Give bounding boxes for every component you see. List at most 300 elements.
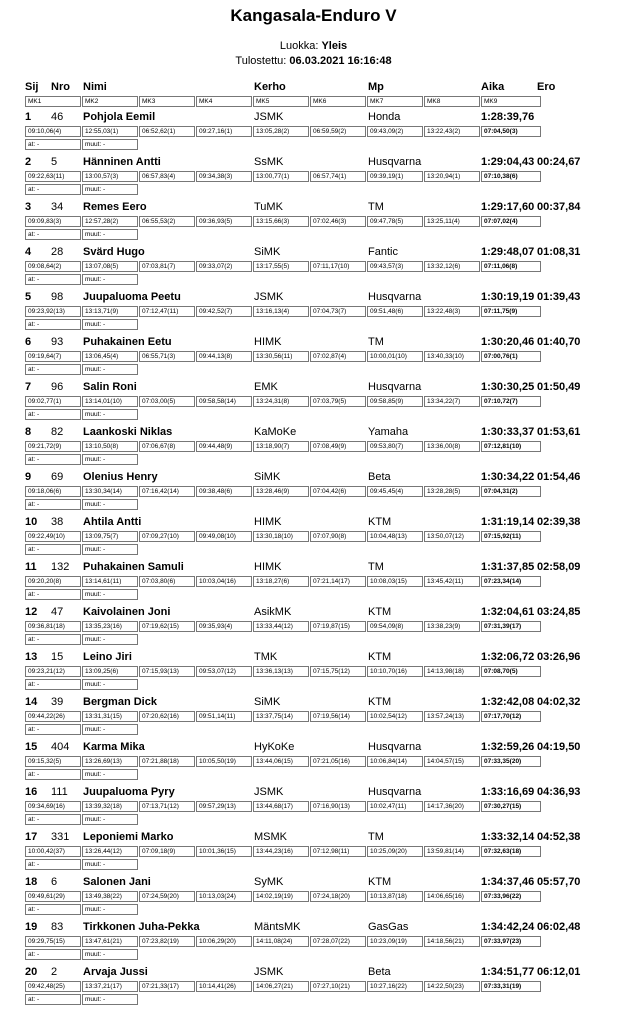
stage-time-cell: 10:25,09(20): [367, 846, 423, 857]
at-note: at: -: [25, 139, 81, 150]
result-row: [25, 381, 615, 395]
club-name: HIMK: [254, 336, 282, 348]
result-entry: [25, 471, 615, 516]
result-entry: [25, 336, 615, 381]
position-value: 19: [25, 921, 38, 933]
stage-time-cell: 09:21,72(9): [25, 441, 81, 452]
stage-time-cell: 09:44,48(9): [196, 441, 252, 452]
bike-make: Husqvarna: [368, 741, 422, 753]
total-time: 1:30:33,37: [481, 426, 535, 438]
stage-time-cell: 14:02,19(19): [253, 891, 309, 902]
stage-time-cell: 07:04,42(6): [310, 486, 366, 497]
stage-time-cell: 09:15,32(5): [25, 756, 81, 767]
bike-make: Husqvarna: [368, 786, 422, 798]
total-time: 1:29:48,07: [481, 246, 535, 258]
muut-note: muut: -: [82, 274, 138, 285]
stage-time-cell: 13:16,13(4): [253, 306, 309, 317]
stage-time-cell: 13:10,50(8): [82, 441, 138, 452]
stage-time-cell: 13:18,27(6): [253, 576, 309, 587]
result-entry: [25, 966, 615, 1011]
bike-make: Husqvarna: [368, 381, 422, 393]
stage-time-cell: 07:08,49(9): [310, 441, 366, 452]
muut-note: muut: -: [82, 904, 138, 915]
stage-time-cell: 13:59,81(14): [424, 846, 480, 857]
notes-row: [25, 544, 615, 556]
stage-time-cell: 09:34,69(16): [25, 801, 81, 812]
club-name: EMK: [254, 381, 278, 393]
total-time: 1:30:20,46: [481, 336, 535, 348]
at-note: at: -: [25, 184, 81, 195]
notes-row: [25, 454, 615, 466]
position-value: 10: [25, 516, 38, 528]
total-time: 1:32:59,26: [481, 741, 535, 753]
stage-time-cell: 13:22,48(3): [424, 306, 480, 317]
stage-time-cell: 07:21,05(16): [310, 756, 366, 767]
stage-time-cell: 07:31,39(17): [481, 621, 541, 632]
bike-make: Husqvarna: [368, 156, 422, 168]
total-time: 1:32:06,72: [481, 651, 535, 663]
rider-name: Laankoski Niklas: [83, 426, 173, 438]
at-note: at: -: [25, 454, 81, 465]
stage-time-cell: 07:20,62(16): [139, 711, 195, 722]
muut-note: muut: -: [82, 634, 138, 645]
rider-name: Karma Mika: [83, 741, 145, 753]
at-note: at: -: [25, 994, 81, 1005]
time-difference: 01:54,46: [537, 471, 581, 483]
col-kerho: Kerho: [254, 81, 286, 93]
club-name: SyMK: [254, 876, 284, 888]
time-difference: 01:39,43: [537, 291, 581, 303]
notes-row: [25, 859, 615, 871]
club-name: SiMK: [254, 246, 281, 258]
number-value: 93: [51, 336, 64, 348]
stage-time-cell: 09:44,13(8): [196, 351, 252, 362]
stage-header-cell: MK5: [253, 96, 309, 107]
stage-time-cell: 14:11,08(24): [253, 936, 309, 947]
total-time: 1:30:30,25: [481, 381, 535, 393]
stage-time-cell: 07:19,56(14): [310, 711, 366, 722]
stage-time-cell: 07:02,87(4): [310, 351, 366, 362]
bike-make: Honda: [368, 111, 401, 123]
stage-time-cell: 09:43,09(2): [367, 126, 423, 137]
stage-time-cell: 13:28,46(9): [253, 486, 309, 497]
stage-time-cell: 07:10,38(6): [481, 171, 541, 182]
result-row: [25, 561, 615, 575]
col-nimi: Nimi: [83, 81, 107, 93]
total-time: 1:29:17,60: [481, 201, 535, 213]
stage-time-cell: 09:23,92(13): [25, 306, 81, 317]
rider-name: Svärd Hugo: [83, 246, 145, 258]
result-row: [25, 246, 615, 260]
stage-time-cell: 13:14,01(10): [82, 396, 138, 407]
club-name: SsMK: [254, 156, 284, 168]
result-entry: [25, 426, 615, 471]
stage-time-cell: 09:45,45(4): [367, 486, 423, 497]
stage-time-cell: 14:06,27(21): [253, 981, 309, 992]
bike-make: TM: [368, 561, 384, 573]
stage-time-cell: 13:00,77(1): [253, 171, 309, 182]
class-line: [0, 40, 627, 52]
rider-name: Juupaluoma Pyry: [83, 786, 175, 798]
stage-time-cell: 07:33,31(19): [481, 981, 541, 992]
stage-time-cell: 09:53,07(12): [196, 666, 252, 677]
position-value: 15: [25, 741, 38, 753]
stage-time-cell: 13:40,33(10): [424, 351, 480, 362]
number-value: 34: [51, 201, 64, 213]
club-name: HIMK: [254, 516, 282, 528]
stage-time-cell: 13:17,55(5): [253, 261, 309, 272]
stage-time-cell: 13:05,28(2): [253, 126, 309, 137]
position-value: 4: [25, 246, 32, 258]
stage-time-cell: 09:36,93(5): [196, 216, 252, 227]
result-row: [25, 156, 615, 170]
stage-times-row: [25, 351, 615, 363]
stage-time-cell: 13:45,42(11): [424, 576, 480, 587]
stage-time-cell: 10:00,01(10): [367, 351, 423, 362]
rider-name: Puhakainen Samuli: [83, 561, 184, 573]
muut-note: muut: -: [82, 544, 138, 555]
stage-time-cell: 09:02,77(1): [25, 396, 81, 407]
bike-make: Fantic: [368, 246, 398, 258]
number-value: 331: [51, 831, 70, 843]
stage-time-cell: 10:02,54(12): [367, 711, 423, 722]
rider-name: Salonen Jani: [83, 876, 151, 888]
stage-time-cell: 07:17,70(12): [481, 711, 541, 722]
muut-note: muut: -: [82, 679, 138, 690]
notes-row: [25, 229, 615, 241]
notes-row: [25, 949, 615, 961]
stage-time-cell: 09:43,57(3): [367, 261, 423, 272]
notes-row: [25, 904, 615, 916]
stage-time-cell: 07:23,34(14): [481, 576, 541, 587]
bike-make: GasGas: [368, 921, 409, 933]
stage-times-row: [25, 756, 615, 768]
stage-times-row: [25, 846, 615, 858]
stage-time-cell: 10:14,41(26): [196, 981, 252, 992]
stage-time-cell: 09:27,16(1): [196, 126, 252, 137]
stage-time-cell: 13:18,90(7): [253, 441, 309, 452]
stage-header-row: [25, 96, 615, 108]
result-row: [25, 696, 615, 710]
total-time: 1:29:04,43: [481, 156, 535, 168]
stage-time-cell: 07:19,87(15): [310, 621, 366, 632]
time-difference: 01:08,31: [537, 246, 581, 258]
club-name: JSMK: [254, 966, 284, 978]
stage-time-cell: 09:44,22(26): [25, 711, 81, 722]
position-value: 8: [25, 426, 32, 438]
result-entry: [25, 921, 615, 966]
stage-time-cell: 07:04,31(2): [481, 486, 541, 497]
number-value: 39: [51, 696, 64, 708]
result-entry: [25, 111, 615, 156]
club-name: AsikMK: [254, 606, 292, 618]
stage-time-cell: 07:12,47(11): [139, 306, 195, 317]
stage-times-row: [25, 441, 615, 453]
at-note: at: -: [25, 229, 81, 240]
result-row: [25, 921, 615, 935]
result-entry: [25, 741, 615, 786]
stage-time-cell: 13:50,07(12): [424, 531, 480, 542]
notes-row: [25, 319, 615, 331]
result-row: [25, 471, 615, 485]
stage-time-cell: 06:59,59(2): [310, 126, 366, 137]
rider-name: Juupaluoma Peetu: [83, 291, 181, 303]
at-note: at: -: [25, 274, 81, 285]
club-name: MSMK: [254, 831, 287, 843]
result-entry: [25, 156, 615, 201]
stage-times-row: [25, 306, 615, 318]
notes-row: [25, 589, 615, 601]
stage-time-cell: 13:25,11(4): [424, 216, 480, 227]
stage-times-row: [25, 216, 615, 228]
result-entry: [25, 831, 615, 876]
result-row: [25, 516, 615, 530]
result-entry: [25, 291, 615, 336]
stage-times-row: [25, 801, 615, 813]
col-nro: Nro: [51, 81, 70, 93]
stage-time-cell: 09:10,06(4): [25, 126, 81, 137]
stage-time-cell: 07:03,81(7): [139, 261, 195, 272]
stage-time-cell: 13:36,13(13): [253, 666, 309, 677]
muut-note: muut: -: [82, 319, 138, 330]
stage-time-cell: 13:32,12(6): [424, 261, 480, 272]
time-difference: 04:19,50: [537, 741, 581, 753]
stage-time-cell: 07:15,75(12): [310, 666, 366, 677]
number-value: 5: [51, 156, 58, 168]
bike-make: KTM: [368, 696, 392, 708]
stage-time-cell: 09:23,21(12): [25, 666, 81, 677]
stage-header-cell: MK8: [424, 96, 480, 107]
stage-header-cell: MK1: [25, 96, 81, 107]
stage-time-cell: 07:11,75(9): [481, 306, 541, 317]
notes-row: [25, 274, 615, 286]
stage-time-cell: 10:01,36(15): [196, 846, 252, 857]
at-note: at: -: [25, 319, 81, 330]
stage-time-cell: 13:22,43(2): [424, 126, 480, 137]
notes-row: [25, 679, 615, 691]
stage-time-cell: 13:57,24(13): [424, 711, 480, 722]
result-row: [25, 426, 615, 440]
stage-time-cell: 10:04,48(13): [367, 531, 423, 542]
stage-time-cell: 09:18,06(6): [25, 486, 81, 497]
stage-time-cell: 06:52,62(1): [139, 126, 195, 137]
printed-line: [0, 55, 627, 67]
stage-time-cell: 10:00,42(37): [25, 846, 81, 857]
total-time: 1:32:04,61: [481, 606, 535, 618]
notes-row: [25, 994, 615, 1006]
bike-make: Yamaha: [368, 426, 409, 438]
stage-time-cell: 09:22,49(10): [25, 531, 81, 542]
stage-time-cell: 10:06,84(14): [367, 756, 423, 767]
stage-time-cell: 07:02,46(3): [310, 216, 366, 227]
result-row: [25, 786, 615, 800]
result-row: [25, 651, 615, 665]
time-difference: 04:52,38: [537, 831, 581, 843]
number-value: 15: [51, 651, 64, 663]
stage-header-cell: MK3: [139, 96, 195, 107]
bike-make: KTM: [368, 651, 392, 663]
stage-header-cell: MK9: [481, 96, 541, 107]
stage-time-cell: 07:12,98(11): [310, 846, 366, 857]
club-name: JSMK: [254, 111, 284, 123]
position-value: 1: [25, 111, 32, 123]
bike-make: Husqvarna: [368, 291, 422, 303]
time-difference: 06:02,48: [537, 921, 581, 933]
result-entry: [25, 516, 615, 561]
stage-time-cell: 13:49,38(22): [82, 891, 138, 902]
result-entry: [25, 201, 615, 246]
muut-note: muut: -: [82, 184, 138, 195]
stage-times-row: [25, 621, 615, 633]
stage-time-cell: 14:13,98(18): [424, 666, 480, 677]
stage-time-cell: 07:10,72(7): [481, 396, 541, 407]
bike-make: KTM: [368, 606, 392, 618]
stage-time-cell: 12:57,28(2): [82, 216, 138, 227]
page-title: Kangasala-Enduro V: [230, 6, 397, 25]
time-difference: 01:40,70: [537, 336, 581, 348]
stage-time-cell: 13:36,00(8): [424, 441, 480, 452]
stage-time-cell: 10:08,03(15): [367, 576, 423, 587]
stage-time-cell: 14:06,65(16): [424, 891, 480, 902]
col-sij: Sij: [25, 81, 39, 93]
position-value: 2: [25, 156, 32, 168]
stage-times-row: [25, 576, 615, 588]
notes-row: [25, 724, 615, 736]
position-value: 12: [25, 606, 38, 618]
total-time: 1:28:39,76: [481, 111, 535, 123]
muut-note: muut: -: [82, 589, 138, 600]
stage-time-cell: 13:13,71(9): [82, 306, 138, 317]
stage-time-cell: 07:07,02(4): [481, 216, 541, 227]
stage-time-cell: 07:11,06(8): [481, 261, 541, 272]
stage-time-cell: 06:55,53(2): [139, 216, 195, 227]
number-value: 46: [51, 111, 64, 123]
stage-time-cell: 09:36,81(18): [25, 621, 81, 632]
stage-time-cell: 09:47,78(5): [367, 216, 423, 227]
col-ero: Ero: [537, 81, 556, 93]
stage-time-cell: 07:03,79(5): [310, 396, 366, 407]
result-row: [25, 966, 615, 980]
stage-time-cell: 10:05,50(19): [196, 756, 252, 767]
stage-time-cell: 13:44,06(15): [253, 756, 309, 767]
stage-time-cell: 09:53,80(7): [367, 441, 423, 452]
stage-time-cell: 13:44,68(17): [253, 801, 309, 812]
stage-time-cell: 09:09,83(3): [25, 216, 81, 227]
bike-make: Beta: [368, 471, 391, 483]
number-value: 69: [51, 471, 64, 483]
stage-times-row: [25, 891, 615, 903]
total-time: 1:34:37,46: [481, 876, 535, 888]
stage-times-row: [25, 171, 615, 183]
notes-row: [25, 364, 615, 376]
muut-note: muut: -: [82, 364, 138, 375]
stage-header-cell: MK2: [82, 96, 138, 107]
number-value: 6: [51, 876, 58, 888]
stage-time-cell: 13:06,45(4): [82, 351, 138, 362]
at-note: at: -: [25, 409, 81, 420]
position-value: 18: [25, 876, 38, 888]
stage-time-cell: 10:06,29(20): [196, 936, 252, 947]
stage-time-cell: 07:08,70(5): [481, 666, 541, 677]
number-value: 98: [51, 291, 64, 303]
stage-time-cell: 09:57,29(13): [196, 801, 252, 812]
position-value: 13: [25, 651, 38, 663]
stage-time-cell: 09:34,38(3): [196, 171, 252, 182]
time-difference: 02:39,38: [537, 516, 581, 528]
stage-times-row: [25, 981, 615, 993]
result-entry: [25, 786, 615, 831]
total-time: 1:33:32,14: [481, 831, 535, 843]
rider-name: Puhakainen Eetu: [83, 336, 172, 348]
stage-time-cell: 13:15,66(3): [253, 216, 309, 227]
stage-time-cell: 07:15,93(13): [139, 666, 195, 677]
stage-time-cell: 13:47,61(21): [82, 936, 138, 947]
muut-note: muut: -: [82, 814, 138, 825]
position-value: 17: [25, 831, 38, 843]
rider-name: Pohjola Eemil: [83, 111, 156, 123]
stage-time-cell: 07:19,62(15): [139, 621, 195, 632]
club-name: TuMK: [254, 201, 283, 213]
result-entry: [25, 876, 615, 921]
stage-time-cell: 07:33,97(23): [481, 936, 541, 947]
total-time: 1:32:42,08: [481, 696, 535, 708]
notes-row: [25, 184, 615, 196]
class-value: Yleis: [321, 40, 348, 52]
stage-times-row: [25, 261, 615, 273]
number-value: 111: [51, 786, 68, 798]
total-time: 1:31:19,14: [481, 516, 535, 528]
stage-time-cell: 13:26,44(12): [82, 846, 138, 857]
total-time: 1:30:19,19: [481, 291, 535, 303]
stage-time-cell: 13:37,21(17): [82, 981, 138, 992]
at-note: at: -: [25, 679, 81, 690]
time-difference: 02:58,09: [537, 561, 581, 573]
result-entry: [25, 381, 615, 426]
stage-time-cell: 07:21,88(18): [139, 756, 195, 767]
number-value: 96: [51, 381, 64, 393]
stage-time-cell: 12:55,03(1): [82, 126, 138, 137]
stage-time-cell: 09:51,14(11): [196, 711, 252, 722]
stage-time-cell: 09:58,58(14): [196, 396, 252, 407]
stage-time-cell: 07:16,42(14): [139, 486, 195, 497]
stage-time-cell: 14:04,57(15): [424, 756, 480, 767]
total-time: 1:31:37,85: [481, 561, 535, 573]
stage-time-cell: 13:20,94(1): [424, 171, 480, 182]
time-difference: 04:02,32: [537, 696, 581, 708]
stage-time-cell: 07:06,67(8): [139, 441, 195, 452]
club-name: MäntsMK: [254, 921, 301, 933]
stage-time-cell: 13:30,56(11): [253, 351, 309, 362]
rider-name: Olenius Henry: [83, 471, 158, 483]
stage-time-cell: 06:55,71(3): [139, 351, 195, 362]
rider-name: Tirkkonen Juha-Pekka: [83, 921, 200, 933]
stage-times-row: [25, 531, 615, 543]
stage-time-cell: 07:24,59(20): [139, 891, 195, 902]
stage-times-row: [25, 126, 615, 138]
time-difference: 03:24,85: [537, 606, 581, 618]
position-value: 7: [25, 381, 32, 393]
stage-time-cell: 07:09,18(9): [139, 846, 195, 857]
stage-time-cell: 09:51,48(6): [367, 306, 423, 317]
muut-note: muut: -: [82, 769, 138, 780]
stage-time-cell: 07:13,71(12): [139, 801, 195, 812]
club-name: HIMK: [254, 561, 282, 573]
stage-time-cell: 07:04,73(7): [310, 306, 366, 317]
stage-time-cell: 13:26,69(13): [82, 756, 138, 767]
column-header-row: [25, 81, 615, 95]
stage-time-cell: 13:30,34(14): [82, 486, 138, 497]
stage-time-cell: 13:30,18(10): [253, 531, 309, 542]
